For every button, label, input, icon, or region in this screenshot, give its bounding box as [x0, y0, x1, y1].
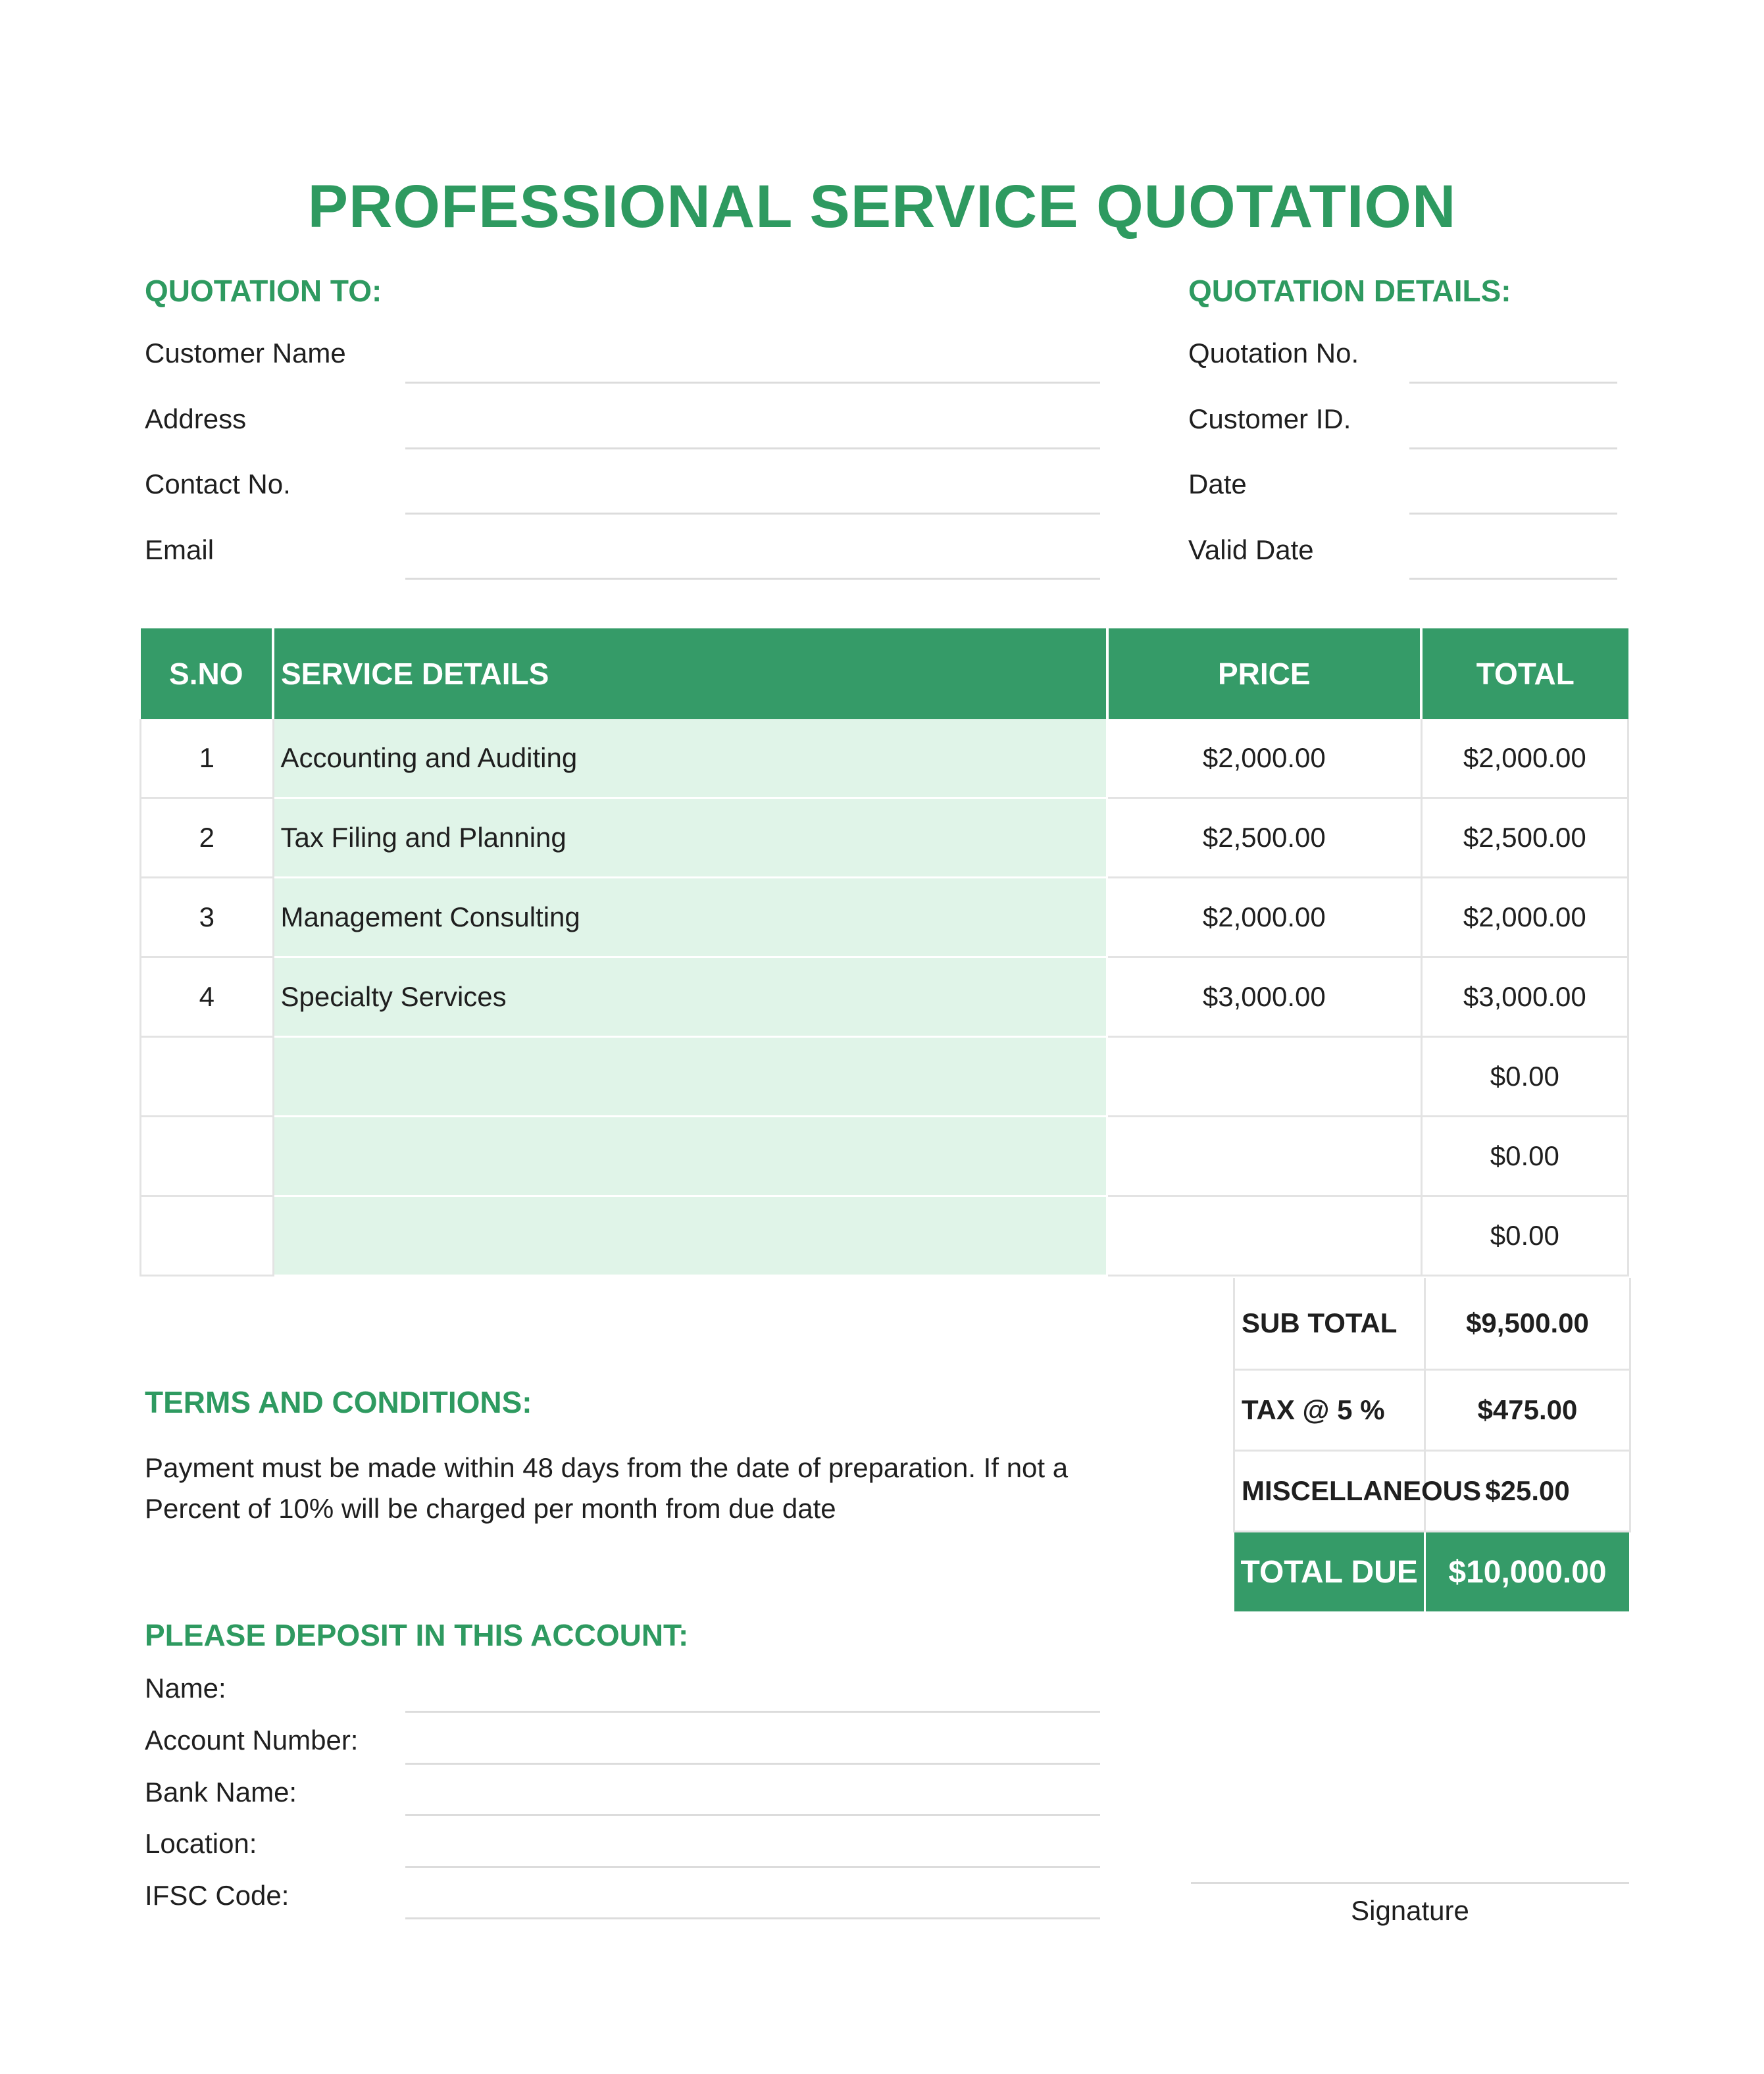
email-field[interactable]	[405, 578, 1100, 580]
page-title: PROFESSIONAL SERVICE QUOTATION	[307, 173, 1457, 240]
service-table	[139, 628, 1629, 1277]
price-cell[interactable]: $2,000.00	[1107, 878, 1422, 957]
tax-label: TAX @ 5 %	[1234, 1370, 1425, 1451]
contact-no-field[interactable]	[405, 513, 1100, 515]
sno-header: S.NO	[141, 628, 274, 719]
ifsc-code-label: IFSC Code:	[145, 1880, 290, 1911]
total-due-value: $10,000.00	[1425, 1532, 1630, 1613]
total-header: TOTAL	[1421, 628, 1628, 719]
subtotal-label: SUB TOTAL	[1234, 1278, 1425, 1370]
account-number-label: Account Number:	[145, 1725, 359, 1756]
terms-text	[145, 1448, 1197, 1529]
total-cell: $2,000.00	[1421, 878, 1628, 957]
terms-heading: TERMS AND CONDITIONS:	[145, 1385, 532, 1419]
service-cell[interactable]: Specialty Services	[273, 957, 1107, 1037]
table-header-row	[141, 628, 1628, 719]
tax-value: $475.00	[1425, 1370, 1630, 1451]
misc-value: $25.00	[1425, 1451, 1630, 1532]
customer-name-label: Customer Name	[145, 338, 346, 368]
customer-id-field[interactable]	[1409, 447, 1617, 449]
table-row	[141, 878, 1628, 957]
service-cell[interactable]: Accounting and Auditing	[273, 719, 1107, 798]
price-cell[interactable]	[1107, 1117, 1422, 1196]
sno-cell[interactable]: 1	[141, 719, 274, 798]
date-label: Date	[1188, 468, 1247, 499]
subtotal-row	[1234, 1278, 1630, 1370]
subtotal-value: $9,500.00	[1425, 1278, 1630, 1370]
terms-line-1: Payment must be made within 48 days from the date of preparation. If not a	[145, 1452, 1069, 1483]
table-row	[141, 798, 1628, 878]
price-cell[interactable]	[1107, 1037, 1422, 1117]
summary-table	[1233, 1278, 1631, 1613]
service-cell[interactable]: Management Consulting	[273, 878, 1107, 957]
total-cell: $2,500.00	[1421, 798, 1628, 878]
signature-label: Signature	[1351, 1895, 1469, 1926]
quotation-details-heading: QUOTATION DETAILS:	[1188, 274, 1511, 308]
sno-cell[interactable]: 3	[141, 878, 274, 957]
date-field[interactable]	[1409, 513, 1617, 515]
price-header: PRICE	[1107, 628, 1422, 719]
deposit-name-field[interactable]	[405, 1711, 1100, 1713]
service-cell[interactable]	[273, 1117, 1107, 1196]
total-cell: $2,000.00	[1421, 719, 1628, 798]
price-cell[interactable]: $3,000.00	[1107, 957, 1422, 1037]
total-cell: $3,000.00	[1421, 957, 1628, 1037]
total-cell: $0.00	[1421, 1037, 1628, 1117]
table-row	[141, 1037, 1628, 1117]
deposit-name-label: Name:	[145, 1673, 226, 1704]
price-cell[interactable]: $2,500.00	[1107, 798, 1422, 878]
total-cell: $0.00	[1421, 1117, 1628, 1196]
location-field[interactable]	[405, 1866, 1100, 1868]
signature-line[interactable]	[1191, 1882, 1629, 1884]
ifsc-code-field[interactable]	[405, 1917, 1100, 1919]
price-cell[interactable]: $2,000.00	[1107, 719, 1422, 798]
total-cell: $0.00	[1421, 1196, 1628, 1276]
misc-label: MISCELLANEOUS	[1234, 1451, 1425, 1532]
contact-no-label: Contact No.	[145, 468, 291, 499]
misc-row	[1234, 1451, 1630, 1532]
customer-id-label: Customer ID.	[1188, 403, 1351, 434]
valid-date-field[interactable]	[1409, 578, 1617, 580]
tax-row	[1234, 1370, 1630, 1451]
address-label: Address	[145, 403, 247, 434]
deposit-heading: PLEASE DEPOSIT IN THIS ACCOUNT:	[145, 1618, 689, 1652]
quotation-no-label: Quotation No.	[1188, 338, 1359, 368]
table-row	[141, 1196, 1628, 1276]
table-row	[141, 957, 1628, 1037]
bank-name-field[interactable]	[405, 1814, 1100, 1816]
sno-cell[interactable]	[141, 1117, 274, 1196]
sno-cell[interactable]	[141, 1196, 274, 1276]
price-cell[interactable]	[1107, 1196, 1422, 1276]
sno-cell[interactable]	[141, 1037, 274, 1117]
email-label: Email	[145, 534, 214, 565]
service-cell[interactable]	[273, 1037, 1107, 1117]
service-header: SERVICE DETAILS	[273, 628, 1107, 719]
quotation-no-field[interactable]	[1409, 382, 1617, 384]
valid-date-label: Valid Date	[1188, 534, 1314, 565]
sno-cell[interactable]: 2	[141, 798, 274, 878]
table-row	[141, 1117, 1628, 1196]
quotation-to-heading: QUOTATION TO:	[145, 274, 382, 308]
total-due-label: TOTAL DUE	[1234, 1532, 1425, 1613]
customer-name-field[interactable]	[405, 382, 1100, 384]
service-cell[interactable]: Tax Filing and Planning	[273, 798, 1107, 878]
total-due-row	[1234, 1532, 1630, 1613]
location-label: Location:	[145, 1828, 257, 1859]
service-cell[interactable]	[273, 1196, 1107, 1276]
table-row	[141, 719, 1628, 798]
sno-cell[interactable]: 4	[141, 957, 274, 1037]
account-number-field[interactable]	[405, 1763, 1100, 1765]
bank-name-label: Bank Name:	[145, 1777, 297, 1808]
terms-line-2: Percent of 10% will be charged per month from due date	[145, 1493, 836, 1524]
address-field[interactable]	[405, 447, 1100, 449]
